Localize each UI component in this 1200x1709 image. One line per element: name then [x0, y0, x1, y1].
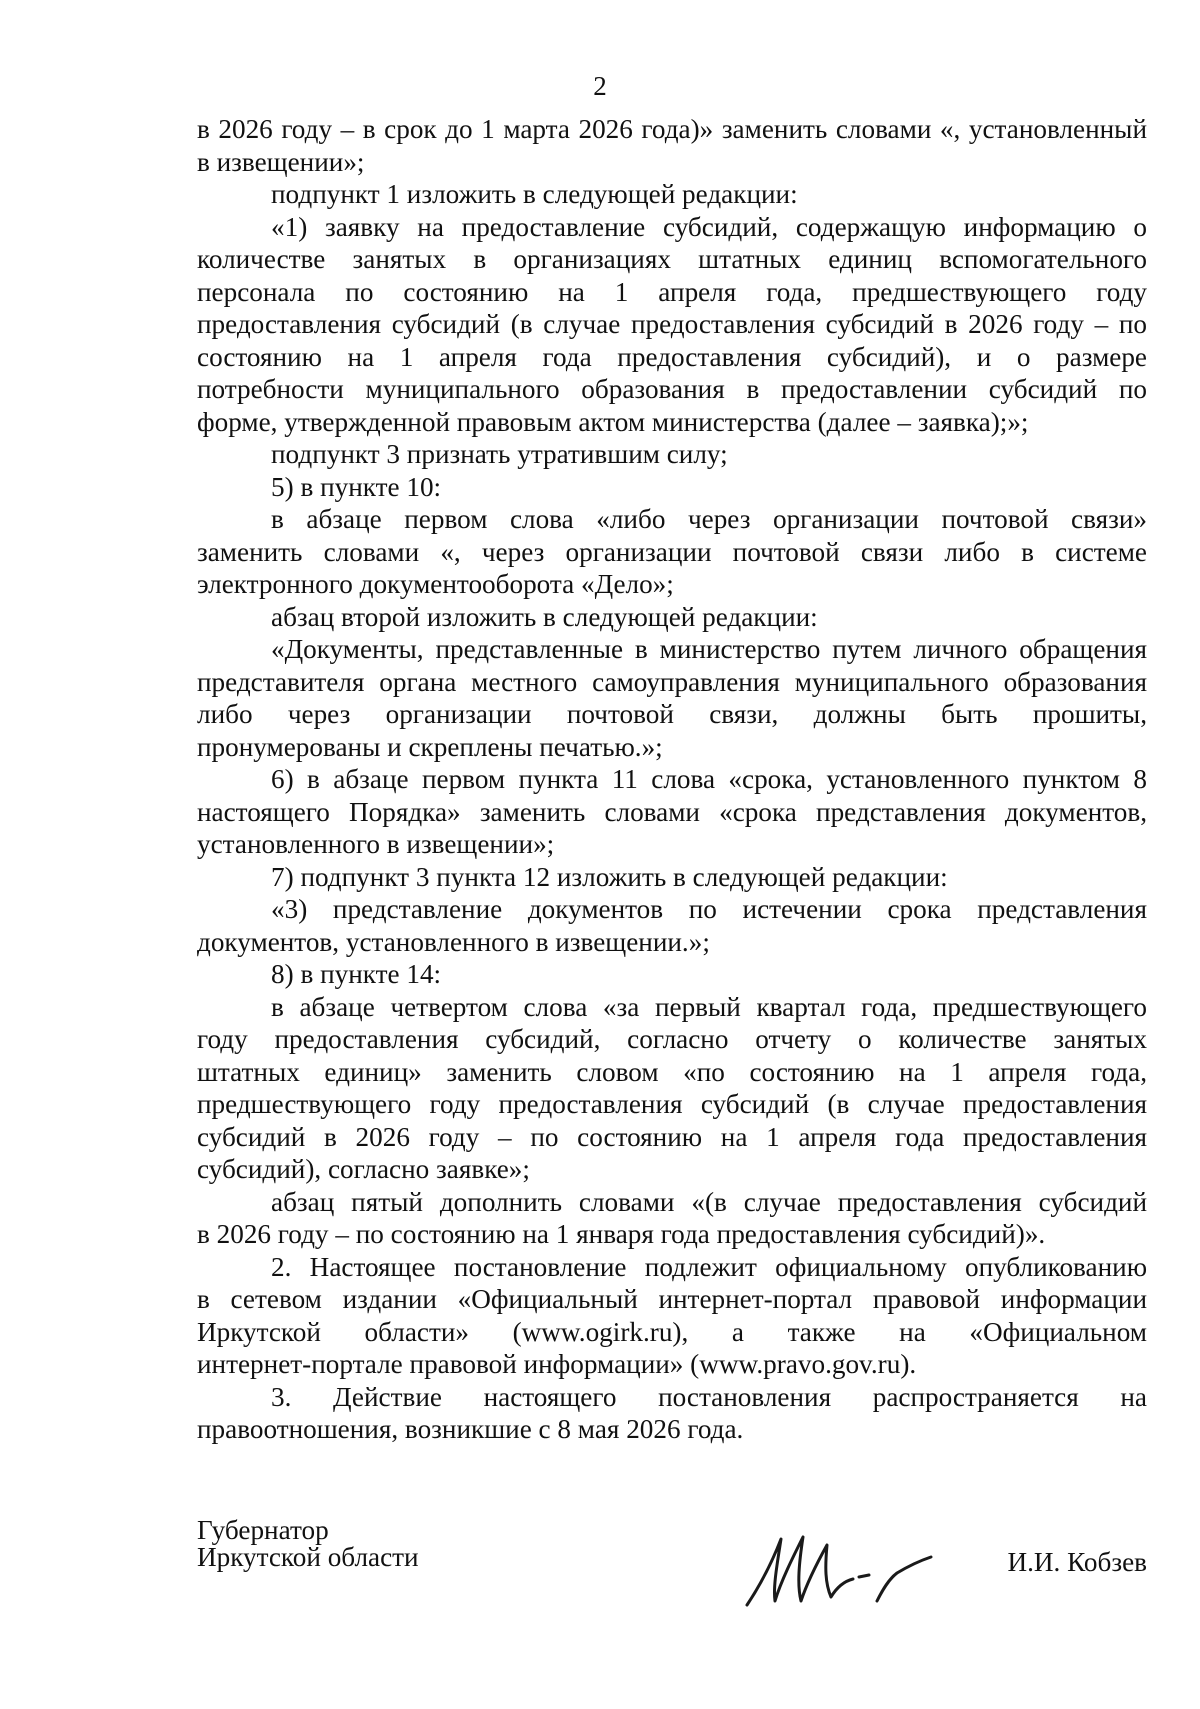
text-line: в извещении»;	[197, 146, 365, 177]
text-line: настоящего Порядка» заменить словами «срока представления документов,	[197, 796, 1147, 827]
text-line: году предоставления субсидий, согласно отчету о количестве занятых	[197, 1024, 1147, 1054]
text-line: предоставления субсидий (в случае предоставления субсидий в 2026 году – по	[197, 309, 1147, 339]
text-line: подпункт 3 признать утратившим силу;	[271, 439, 728, 469]
text-line: количестве занятых в организациях штатных единиц вспомогательного	[197, 244, 1147, 274]
text-line: пронумерованы и скреплены печатью.»;	[197, 731, 663, 762]
text-line: состоянию на 1 апреля года предоставления субсидий), и о размере	[197, 341, 1147, 372]
text-line: электронного документооборота «Дело»;	[197, 569, 674, 599]
text-line: 8) в пункте 14:	[271, 959, 442, 989]
text-line: «1) заявку на предоставление субсидий, содержащую информацию о	[271, 211, 1147, 242]
text-line: 3. Действие настоящего постановления распространяется на	[271, 1381, 1147, 1412]
text-line: подпункт 1 изложить в следующей редакции:	[271, 179, 798, 209]
page-number: 2	[593, 71, 607, 101]
text-line: 2. Настоящее постановление подлежит официальному опубликованию	[271, 1251, 1147, 1282]
text-line: интернет-портале правовой информации» (www.pravo.gov.ru).	[197, 1349, 917, 1379]
text-line: субсидий), согласно заявке»;	[197, 1154, 530, 1184]
text-line: в 2026 году – по состоянию на 1 января года предоставления субсидий)».	[197, 1219, 1046, 1249]
text-line: 5) в пункте 10:	[271, 471, 442, 502]
document-body	[197, 113, 1147, 1446]
text-line: 7) подпункт 3 пункта 12 изложить в следующей редакции:	[271, 861, 948, 892]
text-line: Иркутской области» (www.ogirk.ru), а также на «Официальном	[197, 1316, 1147, 1347]
text-line: в абзаце первом слова «либо через организации почтовой связи»	[271, 504, 1147, 534]
text-line: либо через организации почтовой связи, должны быть прошиты,	[197, 699, 1147, 729]
text-line: персонала по состоянию на 1 апреля года, предшествующего году	[197, 276, 1147, 307]
text-line: потребности муниципального образования в предоставлении субсидий по	[197, 374, 1147, 404]
signer-position	[197, 1517, 419, 1571]
text-line: абзац пятый дополнить словами «(в случае предоставления субсидий	[271, 1186, 1147, 1217]
signature-block	[197, 1517, 1147, 1637]
text-line: правоотношения, возникшие с 8 мая 2026 года.	[197, 1414, 744, 1444]
text-line: в абзаце четвертом слова «за первый квартал года, предшествующего	[271, 991, 1147, 1022]
text-line: субсидий в 2026 году – по состоянию на 1 апреля года предоставления	[197, 1121, 1147, 1152]
text-line: 6) в абзаце первом пункта 11 слова «срока, установленного пунктом 8	[271, 764, 1147, 794]
text-line: заменить словами «, через организации почтовой связи либо в системе	[197, 536, 1147, 567]
text-line: предшествующего году предоставления субсидий (в случае предоставления	[197, 1089, 1147, 1119]
text-line: абзац второй изложить в следующей редакции:	[271, 601, 818, 632]
text-line: документов, установленного в извещении.»;	[197, 926, 710, 957]
handwritten-signature	[737, 1517, 937, 1617]
text-line: в 2026 году – в срок до 1 марта 2026 года)» заменить словами «, установленный	[197, 114, 1147, 144]
signer-name: И.И. Кобзев	[1007, 1547, 1147, 1577]
text-line: установленного в извещении»;	[197, 829, 555, 859]
text-line: представителя органа местного самоуправления муниципального образования	[197, 666, 1147, 697]
text-line: «3) представление документов по истечении срока представления	[271, 894, 1147, 924]
text-line: «Документы, представленные в министерство путем личного обращения	[271, 634, 1147, 664]
signer-position-line: Иркутской области	[197, 1542, 419, 1572]
text-line: штатных единиц» заменить словом «по состоянию на 1 апреля года,	[197, 1056, 1147, 1087]
text-line: в сетевом издании «Официальный интернет-портал правовой информации	[197, 1284, 1147, 1314]
text-line: форме, утвержденной правовым актом министерства (далее – заявка);»;	[197, 406, 1029, 437]
signer-position-line: Губернатор	[197, 1515, 329, 1545]
